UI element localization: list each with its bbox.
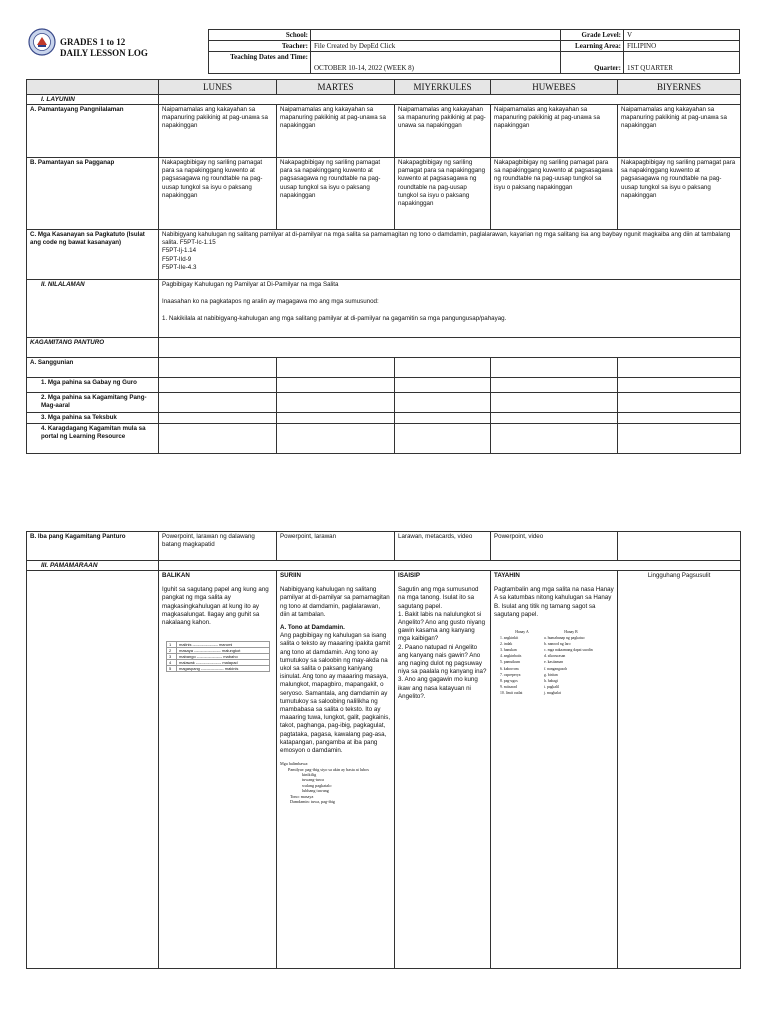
nilalaman-intro: Inaasahan ko na pagkatapos ng aralin ay magagawa mo ang mga sumusunod:	[162, 298, 379, 306]
tayahin-a: 8. pag-ugos	[500, 678, 518, 683]
suriin-body: Ang pagbibigay ng kahulugan sa isang salita o teksto ay maaaring ipakita gamit ang tono at damdamin. Ang tono ay tumutukoy sa saloobin ng may-akda na ukol sa salita o paksang kaniyang isinulat. Ang tono ay maaaring masaya, malungkot, mapagbiro, mapangakit, o seryoso. Samantala, ang damdamin ay tumutukoy sa saloobing nalilikha ng mambabasa sa salita o teksto. Ito ay maaaring tuwa, lungkot, galit, pagkainis, takot, paghanga, pag-ibig, pagkagulat, pagtataka, pagasa, kawalang pag-asa, katapangan, pangamba at iba pang emosyon o damdamin.	[280, 632, 391, 755]
balikan-row-num: 3	[167, 654, 177, 660]
grade-value: V	[624, 30, 740, 41]
lesson-log-table-page2	[26, 531, 741, 969]
kagamitan-label: KAGAMITANG PANTURO	[27, 338, 159, 358]
suriin-example-box	[280, 761, 391, 804]
balikan-pairs-table	[166, 641, 270, 672]
balikan-cell	[159, 571, 277, 969]
ref2-fri	[618, 393, 741, 413]
ref3-tue	[277, 413, 395, 424]
day-header-wed: MIYERKULES	[395, 80, 491, 95]
ref4-mon	[159, 424, 277, 454]
nilalaman-content	[159, 280, 741, 338]
kasanayan-code-3: F5PT-IIe-4.3	[162, 263, 197, 271]
area-value: FILIPINO	[624, 41, 740, 52]
ref1-wed	[395, 378, 491, 393]
iba-wed: Larawan, metacards, video	[395, 532, 491, 561]
ref4-fri	[618, 424, 741, 454]
suriin-example-title: Mga halimbawa:	[280, 761, 309, 767]
tayahin-a: 7. ospreperya	[500, 672, 521, 677]
kasanayan-code-2: F5PT-IId-9	[162, 255, 192, 263]
ref3-mon	[159, 413, 277, 424]
day-header-mon: LUNES	[159, 80, 277, 95]
nilalaman-title: Pagbibigay Kahulugan ng Pamilyar at Di-Pamilyar na mga Salita	[162, 281, 339, 288]
tayahin-cell	[491, 571, 618, 969]
ref3-wed	[395, 413, 491, 424]
school-value	[311, 30, 561, 41]
balikan-row-num: 1	[167, 642, 177, 648]
day-header-blank	[27, 80, 159, 95]
suriin-example-line: tuwang-tuwa	[302, 777, 324, 783]
day-header-fri: BIYERNES	[618, 80, 741, 95]
kagamitan-fill	[159, 338, 741, 358]
balikan-row-pair: malawak ------------------- malapad	[177, 660, 270, 666]
pamamaraan-label: III. PAMAMARAAN	[27, 561, 159, 571]
section-layunin: I. LAYUNIN	[27, 95, 159, 105]
A-tue: Naipamamalas ang kakayahan sa mapanuring pakikinig at pag-unawa sa napakinggan	[277, 105, 395, 158]
isaisip-question-2: 2. Paano natupad ni Angelito ang kanyang nais gawin? Ano ang naging dulot ng pagsuway niya sa paalala ng kanyang ina?	[398, 643, 487, 676]
log-title	[60, 37, 148, 59]
balikan-instructions: Iguhit sa sagutang papel ang kung ang pangkat ng mga salita ay magkasingkahulugan at kung ito ay magkasalungat. Ilagay ang guhit sa nakalaang kahon.	[162, 586, 269, 627]
tayahin-hanay-a: Hanay A	[515, 630, 529, 635]
quarter-label: Quarter:	[561, 52, 624, 74]
pamantayang-pangnilalaman-label: A. Pamantayang Pangnilalaman	[27, 105, 159, 158]
ref2-wed	[395, 393, 491, 413]
tayahin-b: c. mga nakaamang dapat suodin	[544, 648, 593, 653]
iba-kagamitan-label: B. Iba pang Kagamitang Panturo	[27, 532, 159, 561]
isaisip-cell	[395, 571, 491, 969]
tayahin-b: f. nangangasoh	[544, 666, 567, 671]
tayahin-matching-table	[500, 629, 614, 696]
suriin-example-line: Pamilyar: pag-ibig siyo sa akin ay basta at lubos	[288, 766, 369, 772]
tayahin-a: 2. indak	[500, 642, 513, 647]
balikan-row-pair: malinis ------------------- marumi	[177, 642, 270, 648]
balikan-row-pair: magaspang ----------------- makinis	[177, 666, 270, 672]
balikan-row-num: 5	[167, 666, 177, 672]
ref1-thu	[491, 378, 618, 393]
tayahin-b: b. nanood ng laro	[544, 642, 571, 647]
A-fri: Naipamamalas ang kakayahan sa mapanuring pakikinig at pag-unawa sa napakinggan	[618, 105, 741, 158]
sanggunian-fri	[618, 358, 741, 378]
balikan-row-num: 2	[167, 648, 177, 654]
isaisip-question-3: 3. Ano ang gagawin mo kung ikaw ang nasa katayuan ni Angelito?.	[398, 676, 478, 700]
tayahin-b: i. pagkalil	[544, 684, 560, 689]
B-fri: Nakapagbibigay ng sariling pamagat para sa napakinggang kuwento at pagsasagawa ng roundtable na pag-uusap tungkol sa isyu o paksang napakinggan	[618, 158, 741, 230]
nilalaman-label: II. NILALAMAN	[27, 280, 159, 338]
title-line-1: GRADES 1 to 12	[60, 37, 126, 47]
suriin-example-tono: Tono: masaya	[290, 793, 314, 799]
lesson-log-table	[26, 79, 741, 454]
teacher-value: File Created by DepEd Click	[311, 41, 561, 52]
isaisip-instructions: Sagutin ang mga sumusunod na mga tanong. Isulat ito sa sagutang papel.	[398, 586, 479, 610]
header-info-table	[208, 29, 740, 74]
suriin-example-line: lubhang tuwang	[302, 788, 329, 794]
sanggunian-mon	[159, 358, 277, 378]
lingguhang-pagsusulit-cell	[618, 571, 741, 969]
kasanayan-text: Nabibigyang kahulugan ng salitang pamilyar at di-pamilyar na mga salita sa pamamagitan ng tono o damdamin, paglalarawan, kayarian ng mga salitang isa ang baybay ngunit magkaiba ang diin at tambalang salita. F5PT-Ic-1.15	[162, 231, 731, 247]
school-label: School:	[209, 30, 311, 41]
iba-tue: Powerpoint, larawan	[277, 532, 395, 561]
A-mon: Naipamamalas ang kakayahan sa mapanuring pakikinig at pag-unawa sa napakinggan	[159, 105, 277, 158]
suriin-heading: A. Tono at Damdamin.	[280, 624, 345, 632]
A-wed: Naipamamalas ang kakayahan sa mapanuring pakikinig at pag-unawa sa napakinggan	[395, 105, 491, 158]
tayahin-b: g. biritan	[544, 672, 558, 677]
suriin-cell	[277, 571, 395, 969]
tayahin-instructions: Pagtambalin ang mga salita na nasa Hanay A sa katumbas nitong kahulugan sa Hanay B. Isulat ang titik ng tamang sagot sa sagutang papel.	[494, 586, 614, 618]
tayahin-row	[500, 690, 614, 696]
iba-mon: Powerpoint, larawan ng dalawang batang magkapatid	[159, 532, 277, 561]
kasanayan-label: C. Mga Kasanayan sa Pagkatuto (Isulat ang code ng bawat kasanayan)	[27, 230, 159, 280]
ref2-label: 2. Mga pahina sa Kagamitang Pang-Mag-aaral	[27, 393, 159, 413]
suriin-title: SURIIN	[280, 572, 301, 579]
suriin-example-damdamin: Damdamin: tuwa, pag-ibig	[290, 799, 336, 805]
A-thu: Naipamamalas ang kakayahan sa mapanuring pakikinig at pag-unawa sa napakinggan	[491, 105, 618, 158]
tayahin-hanay-b: Hanay B	[564, 630, 578, 635]
day-header-thu: HUWEBES	[491, 80, 618, 95]
quarter-value: 1ST QUARTER	[624, 52, 740, 74]
tayahin-a: 9. mitsarad	[500, 684, 517, 689]
area-label: Learning Area:	[561, 41, 624, 52]
ref3-fri	[618, 413, 741, 424]
day-header-tue: MARTES	[277, 80, 395, 95]
tayahin-b: d. sikorurasan	[544, 654, 566, 659]
pamamaraan-blank	[27, 571, 159, 969]
ref4-wed	[395, 424, 491, 454]
tayahin-b: h. habagi	[544, 678, 558, 683]
B-thu: Nakapagbibigay ng sariling pamagat para sa napakinggang kuwento at pagsasagawa ng roundtable na pag-uusap tungkol sa isyu o paksang napakinggan	[491, 158, 618, 230]
tayahin-a: 6. kaborrom	[500, 666, 519, 671]
pamantayan-pagganap-label: B. Pamantayan sa Pagganap	[27, 158, 159, 230]
suriin-intro: Nabibigyang kahulugan ng salitang pamilyar at di-pamilyar sa pamamagitan ng tono at damdamin, paglalarawan, diin at tambalan.	[280, 586, 390, 618]
ref1-fri	[618, 378, 741, 393]
ref1-label: 1. Mga pahina sa Gabay ng Guro	[27, 378, 159, 393]
balikan-row-num: 4	[167, 660, 177, 666]
tayahin-a: 1. angkinkit	[500, 636, 519, 641]
title-line-2: DAILY LESSON LOG	[60, 48, 148, 58]
dates-value: OCTOBER 10-14, 2022 (WEEK 8)	[311, 52, 561, 74]
balikan-row-pair: masaya -------------------- malungkot	[177, 648, 270, 654]
isaisip-question-1: 1. Bakit labis na nalulungkot si Angelito? Ano ang gusto niyang gawin kasama ang kanyang mga kaibigan?	[398, 610, 486, 643]
tayahin-a: 10. limit outlat	[500, 690, 523, 695]
ref2-mon	[159, 393, 277, 413]
ref1-tue	[277, 378, 395, 393]
ref4-label: 4. Karagdagang Kagamitan mula sa portal ng Learning Resource	[27, 424, 159, 454]
dates-label: Teaching Dates and Time:	[209, 52, 311, 74]
iba-fri	[618, 532, 741, 561]
tayahin-a: 4. angkinbatis	[500, 654, 522, 659]
ref2-thu	[491, 393, 618, 413]
section-layunin-fill	[159, 95, 741, 105]
ref4-thu	[491, 424, 618, 454]
balikan-row-pair: mabango ------------------- mabaho	[177, 654, 270, 660]
sanggunian-thu	[491, 358, 618, 378]
ref3-thu	[491, 413, 618, 424]
suriin-example-line: kinikilig	[302, 772, 317, 778]
kasanayan-code-1: F5PT-Ij-1.14	[162, 247, 197, 255]
isaisip-title: ISAISIP	[398, 572, 421, 579]
B-mon: Nakapagbibigay ng sariling pamagat para sa napakinggang kuwento at pagsasagawa ng roundtable na pag-uusap tungkol sa isyu o paksang napakinggan	[159, 158, 277, 230]
tayahin-b: a. humahanap ng pagkatao	[544, 636, 585, 641]
sanggunian-label: A. Sanggunian	[27, 358, 159, 378]
kasanayan-content	[159, 230, 741, 280]
grade-label: Grade Level:	[561, 30, 624, 41]
tayahin-title: TAYAHIN	[494, 572, 520, 579]
ref1-mon	[159, 378, 277, 393]
balikan-title: BALIKAN	[162, 572, 190, 579]
lingguhang-pagsusulit-title: Lingguhang Pagsusulit	[647, 572, 711, 579]
tayahin-a: 3. hanukan	[500, 648, 517, 653]
ref4-tue	[277, 424, 395, 454]
ref2-tue	[277, 393, 395, 413]
deped-logo	[28, 28, 56, 56]
teacher-label: Teacher:	[209, 41, 311, 52]
nilalaman-objective: 1. Nakikilala at nabibigyang-kahulugan ang mga salitang pamilyar at di-pamilyar na gagamitin sa mga pangungusap/pahayag.	[162, 315, 507, 323]
ref3-label: 3. Mga pahina sa Teksbuk	[27, 413, 159, 424]
sanggunian-wed	[395, 358, 491, 378]
sanggunian-tue	[277, 358, 395, 378]
suriin-example-line: walang pagkatalo	[302, 782, 332, 788]
tayahin-b: j. magbalat	[544, 690, 561, 695]
tayahin-a: 5. pamutkum	[500, 660, 521, 665]
B-tue: Nakapagbibigay ng sariling pamagat para sa napakinggang kuwento at pagsasagawa ng roundtable na pag-uusap tungkol sa isyu o paksang napakinggan	[277, 158, 395, 230]
B-wed: Nakapagbibigay ng sariling pamagat para sa napakinggang kuwento at pagsasagawa ng roundtable na pag-uusap tungkol sa isyu o paksang napakinggan	[395, 158, 491, 230]
tayahin-b: e. kasiiaman	[544, 660, 563, 665]
pamamaraan-fill	[159, 561, 741, 571]
iba-thu: Powerpoint, video	[491, 532, 618, 561]
